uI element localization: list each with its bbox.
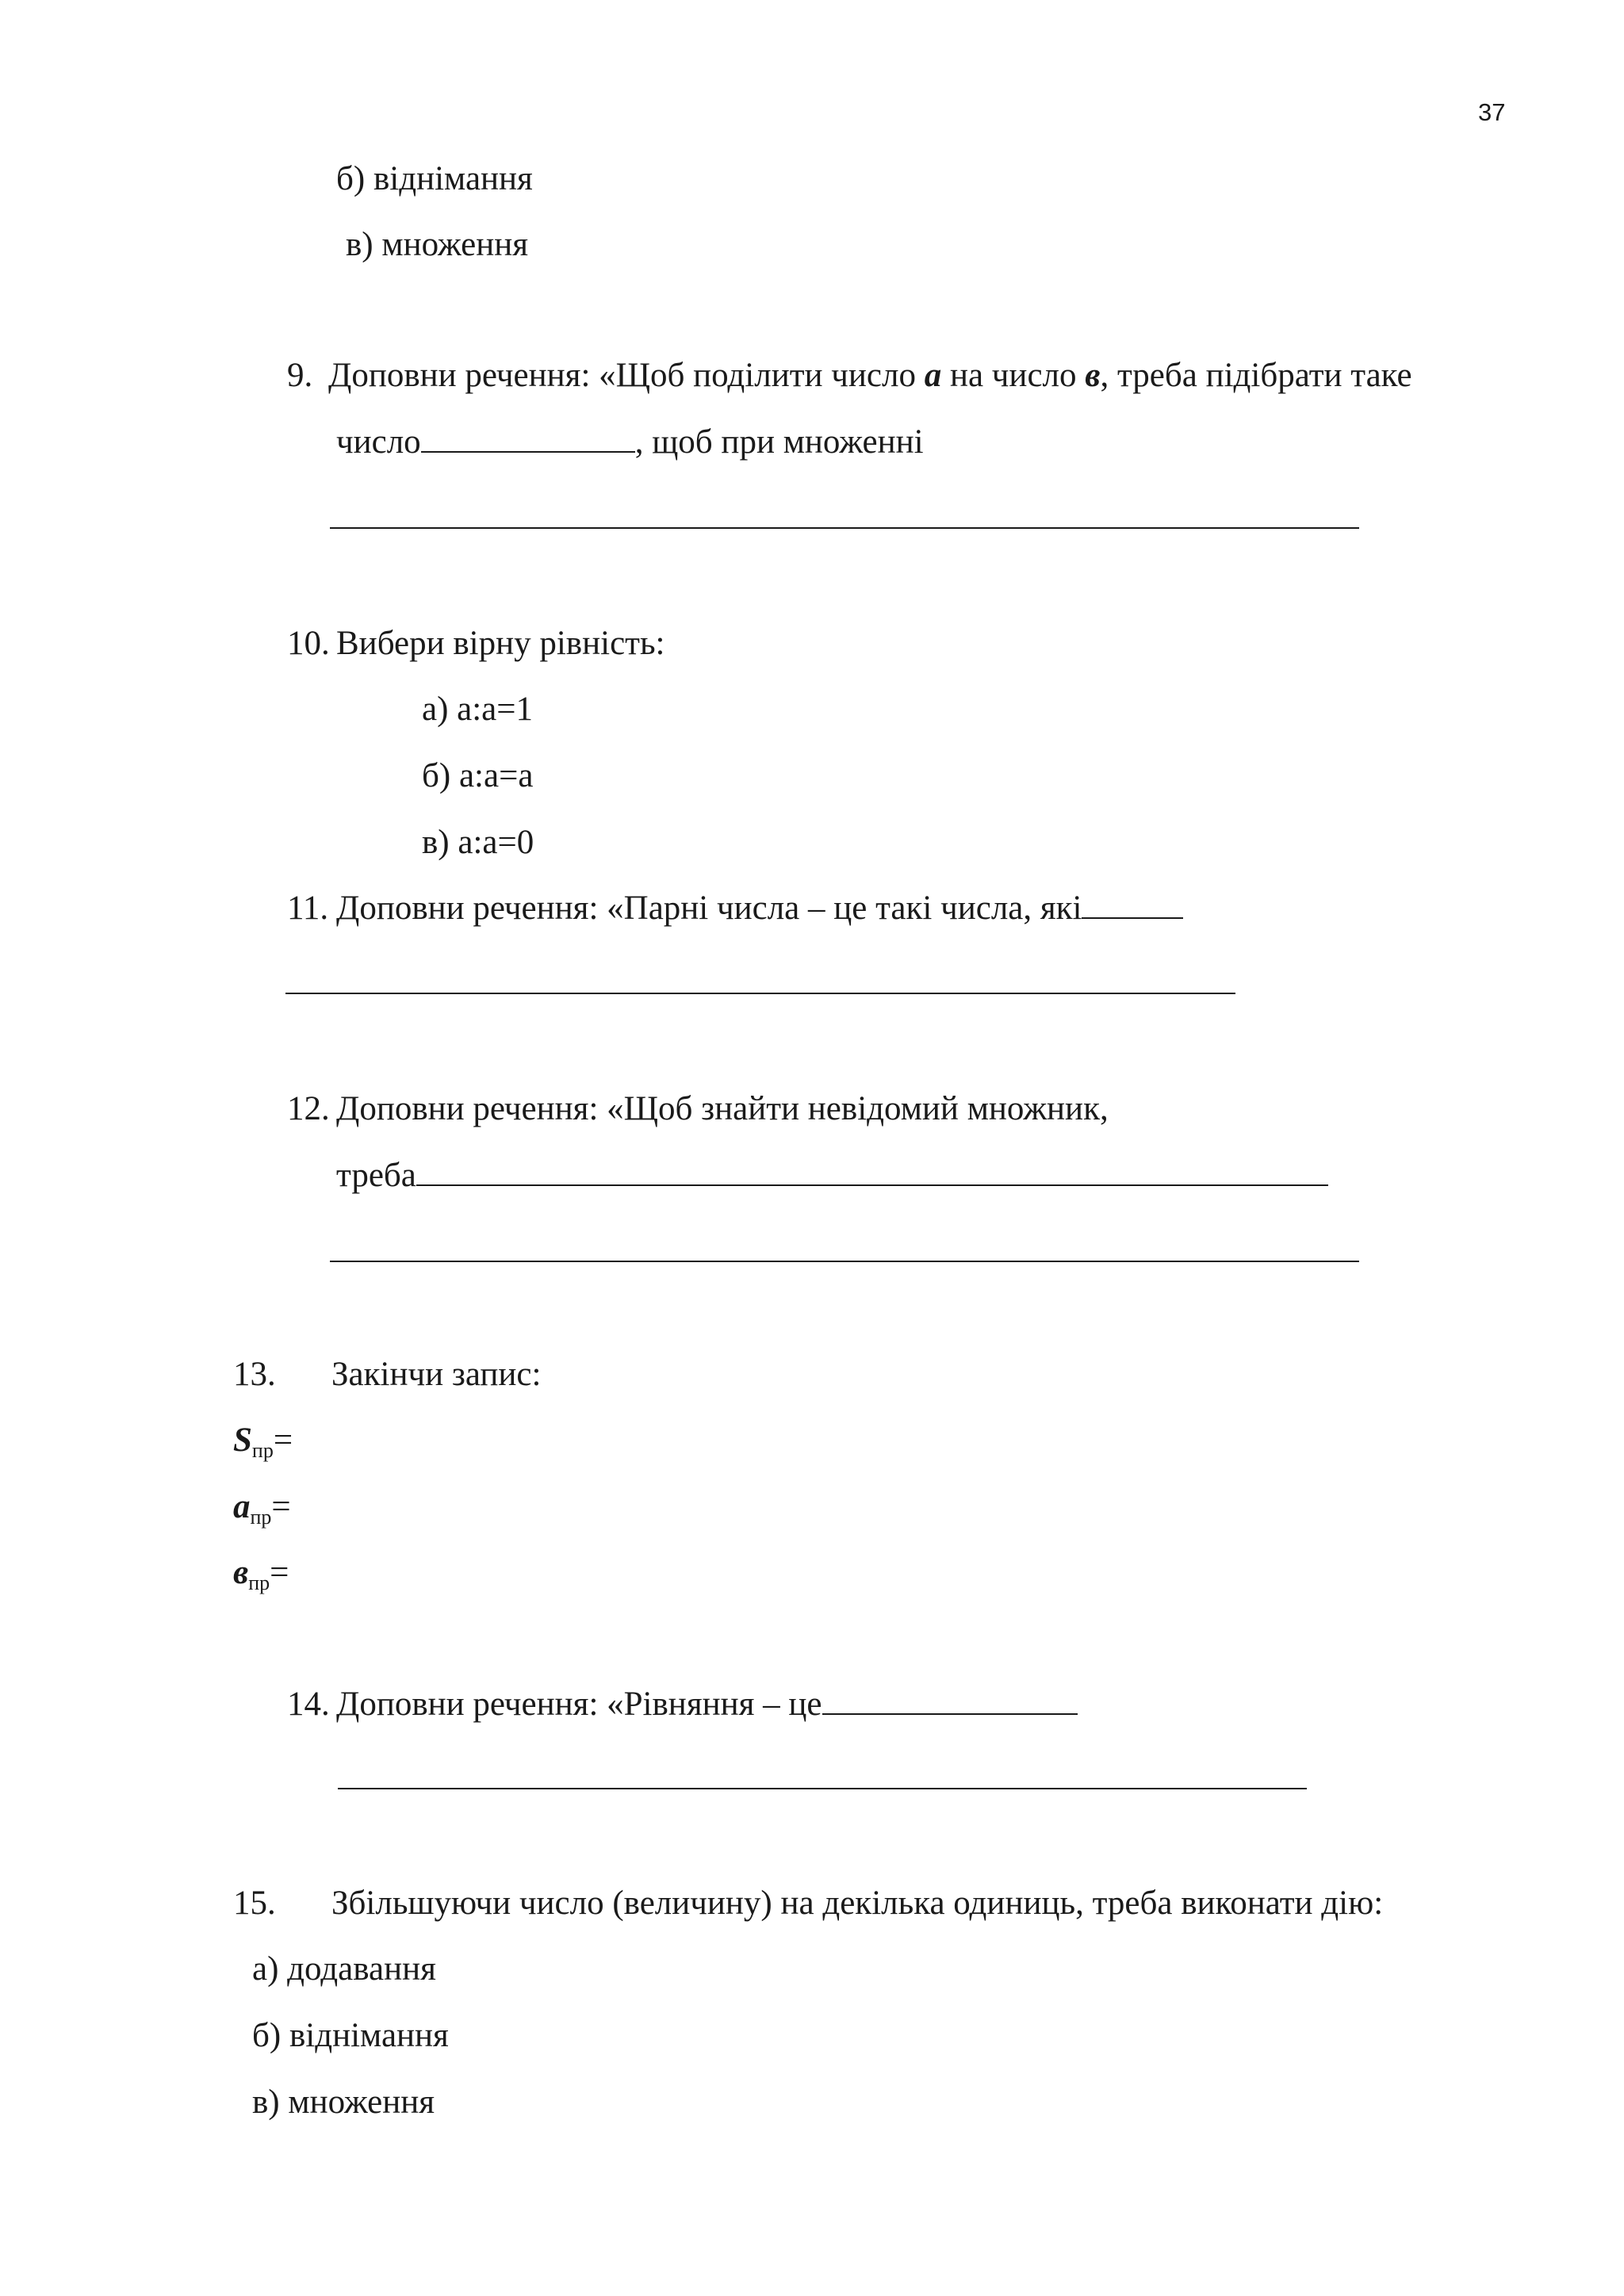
question-12-line-2 (336, 1158, 1328, 1192)
question-text: , щоб при множенні (634, 423, 924, 461)
question-10 (287, 626, 665, 660)
variable-b: в (1085, 357, 1101, 394)
formula-equals: = (271, 1488, 291, 1525)
formula-subscript: пр (250, 1506, 272, 1529)
question-text: Доповни речення: «Щоб поділити число (328, 357, 925, 394)
formula-subscript: пр (248, 1571, 270, 1594)
formula-equals: = (270, 1554, 289, 1591)
question-text: Доповни речення: «Щоб знайти невідомий множник, (336, 1090, 1109, 1127)
question-11 (287, 891, 1183, 925)
option-c[interactable]: в) а:а=0 (422, 824, 534, 861)
question-text: Доповни речення: «Парні числа – це такі числа, які (336, 890, 1082, 927)
answer-blank[interactable] (1082, 917, 1183, 919)
option-multiplication: в) множення (346, 226, 529, 263)
formula-variable: в (233, 1554, 249, 1591)
formula-area (233, 1423, 293, 1461)
answer-line[interactable] (330, 1261, 1359, 1262)
question-12 (287, 1092, 1109, 1126)
option-c[interactable]: в) множення (252, 2084, 435, 2121)
answer-blank[interactable] (421, 451, 635, 453)
answer-line[interactable] (285, 993, 1235, 994)
question-number: 9. (287, 357, 313, 394)
formula-side-a (233, 1490, 291, 1528)
question-number: 15. (233, 1885, 276, 1922)
question-9 (287, 358, 1412, 392)
question-number: 10. (287, 625, 330, 662)
formula-equals: = (273, 1422, 293, 1459)
question-text: Доповни речення: «Рівняння – це (336, 1686, 822, 1723)
question-text: , треба підібрати таке (1100, 357, 1412, 394)
question-number: 12. (287, 1090, 330, 1127)
question-text: Закінчи запис: (331, 1356, 542, 1393)
question-9-line-2 (336, 425, 924, 459)
option-b[interactable]: б) віднімання (252, 2017, 449, 2054)
answer-line[interactable] (330, 527, 1359, 529)
question-number: 11. (287, 890, 329, 927)
answer-blank[interactable] (822, 1713, 1078, 1715)
option-b[interactable]: б) а:а=а (422, 757, 534, 794)
formula-variable: а (233, 1488, 251, 1525)
question-15 (233, 1886, 1383, 1920)
question-number: 14. (287, 1686, 330, 1723)
question-text: число (336, 423, 421, 461)
question-13 (233, 1357, 541, 1391)
formula-side-b (233, 1556, 289, 1594)
question-text: Вибери вірну рівність: (336, 625, 665, 662)
answer-line[interactable] (338, 1788, 1307, 1789)
formula-subscript: пр (251, 1439, 274, 1462)
variable-a: а (924, 357, 942, 394)
option-a[interactable]: а) додавання (252, 1950, 436, 1988)
question-text: на число (941, 357, 1086, 394)
option-a[interactable]: а) а:а=1 (422, 691, 534, 728)
question-text: Збільшуючи число (величину) на декілька одиниць, треба виконати дію: (331, 1885, 1384, 1922)
formula-variable: S (233, 1422, 252, 1459)
question-number: 13. (233, 1356, 276, 1393)
page-number: 37 (1478, 98, 1506, 126)
answer-blank[interactable] (416, 1184, 1328, 1186)
question-14 (287, 1687, 1078, 1721)
option-subtraction: б) віднімання (336, 160, 533, 197)
question-text: треба (336, 1157, 416, 1194)
